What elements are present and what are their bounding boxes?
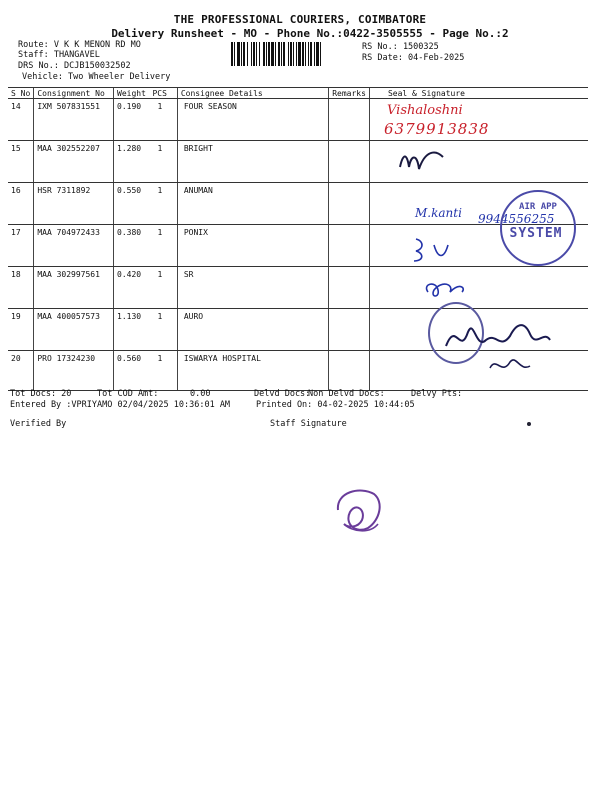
- signature-row18: [420, 276, 480, 302]
- cell-pcs: 1: [149, 225, 177, 267]
- col-consignee: Consignee Details: [177, 88, 328, 99]
- rs-date: RS Date: 04-Feb-2025: [362, 53, 465, 63]
- cell-sno: 14: [8, 99, 34, 141]
- cell-consignee: ISWARYA HOSPITAL: [177, 351, 328, 391]
- route-label: Route: V K K MENON RD MO: [18, 40, 141, 50]
- delvd-docs: Delvd Docs:: [254, 389, 311, 399]
- signature-row17: [410, 235, 470, 265]
- col-weight: Weight: [114, 88, 150, 99]
- verified-by: Verified By: [10, 419, 67, 429]
- table-header-row: [8, 88, 588, 99]
- cell-weight: 0.550: [114, 183, 150, 225]
- cell-consignment: PRO 17324230: [34, 351, 114, 391]
- tot-cod-value: 0.00: [190, 389, 211, 399]
- cell-remarks: [329, 309, 370, 351]
- entered-by: Entered By :VPRIYAMO 02/04/2025 10:36:01 AM: [10, 400, 231, 410]
- cell-consignment: MAA 302997561: [34, 267, 114, 309]
- cell-consignment: MAA 400057573: [34, 309, 114, 351]
- cell-consignee: ANUMAN: [177, 183, 328, 225]
- cell-weight: 0.190: [114, 99, 150, 141]
- runsheet-subtitle: Delivery Runsheet - MO - Phone No.:0422-3505555 - Page No.:2: [111, 27, 509, 40]
- handwritten-name-row17: M.kanti: [415, 206, 462, 220]
- col-seal-signature: Seal & Signature: [369, 88, 588, 99]
- cell-remarks: [329, 267, 370, 309]
- cell-remarks: [329, 99, 370, 141]
- company-title: THE PROFESSIONAL COURIERS, COIMBATORE: [173, 13, 427, 26]
- cell-consignee: BRIGHT: [177, 141, 328, 183]
- printed-on: Printed On: 04-02-2025 10:44:05: [256, 400, 415, 410]
- signature-row15: [395, 145, 465, 175]
- tot-cod-label: Tot COD Amt:: [97, 389, 159, 399]
- cell-remarks: [329, 351, 370, 391]
- cell-weight: 1.280: [114, 141, 150, 183]
- rs-number: RS No.: 1500325: [362, 42, 439, 52]
- barcode: [231, 42, 357, 66]
- cell-sno: 19: [8, 309, 34, 351]
- drs-number: DRS No.: DCJB150032502: [18, 61, 131, 71]
- purple-signature: [330, 480, 390, 540]
- cell-consignee: SR: [177, 267, 328, 309]
- cell-weight: 0.380: [114, 225, 150, 267]
- handwritten-name-row14: Vishaloshni: [387, 103, 463, 118]
- col-pcs: PCS: [149, 88, 177, 99]
- stamp-system: SYSTEM: [509, 226, 563, 241]
- signature-row19: [440, 310, 560, 380]
- cell-sno: 20: [8, 351, 34, 391]
- cell-consignee: AURO: [177, 309, 328, 351]
- cell-remarks: [329, 183, 370, 225]
- cell-pcs: 1: [149, 351, 177, 391]
- cell-pcs: 1: [149, 309, 177, 351]
- cell-consignee: FOUR SEASON: [177, 99, 328, 141]
- cell-pcs: 1: [149, 183, 177, 225]
- cell-weight: 1.130: [114, 309, 150, 351]
- cell-consignee: PONIX: [177, 225, 328, 267]
- cell-remarks: [329, 225, 370, 267]
- handwritten-phone-row17: 9944556255: [478, 212, 555, 226]
- barcode-bar: [321, 42, 323, 66]
- cell-pcs: 1: [149, 267, 177, 309]
- cell-sno: 16: [8, 183, 34, 225]
- cell-remarks: [329, 141, 370, 183]
- cell-pcs: 1: [149, 99, 177, 141]
- col-remarks: Remarks: [329, 88, 370, 99]
- cell-sno: 17: [8, 225, 34, 267]
- non-delvd-docs: Non Delvd Docs:: [308, 389, 385, 399]
- stamp-title: AIR APP: [519, 202, 557, 212]
- cell-weight: 0.420: [114, 267, 150, 309]
- ink-dot: [527, 422, 531, 426]
- table-row: [8, 267, 588, 309]
- cell-consignment: MAA 704972433: [34, 225, 114, 267]
- handwritten-phone-row14: 6379913838: [384, 120, 490, 138]
- delvy-pts: Delvy Pts:: [411, 389, 463, 399]
- col-consignment: Consignment No: [34, 88, 114, 99]
- table-row: [8, 99, 588, 141]
- cell-consignment: HSR 7311892: [34, 183, 114, 225]
- vehicle-label: Vehicle: Two Wheeler Delivery: [22, 72, 171, 82]
- staff-label: Staff: THANGAVEL: [18, 50, 100, 60]
- cell-weight: 0.560: [114, 351, 150, 391]
- cell-sno: 15: [8, 141, 34, 183]
- cell-pcs: 1: [149, 141, 177, 183]
- cell-sno: 18: [8, 267, 34, 309]
- cell-consignment: MAA 302552207: [34, 141, 114, 183]
- tot-docs: Tot Docs: 20: [10, 389, 72, 399]
- staff-signature-label: Staff Signature: [270, 419, 347, 429]
- table-row: [8, 141, 588, 183]
- air-app-stamp: [500, 190, 576, 266]
- col-sno: S No: [8, 88, 34, 99]
- cell-consignment: IXM 507831551: [34, 99, 114, 141]
